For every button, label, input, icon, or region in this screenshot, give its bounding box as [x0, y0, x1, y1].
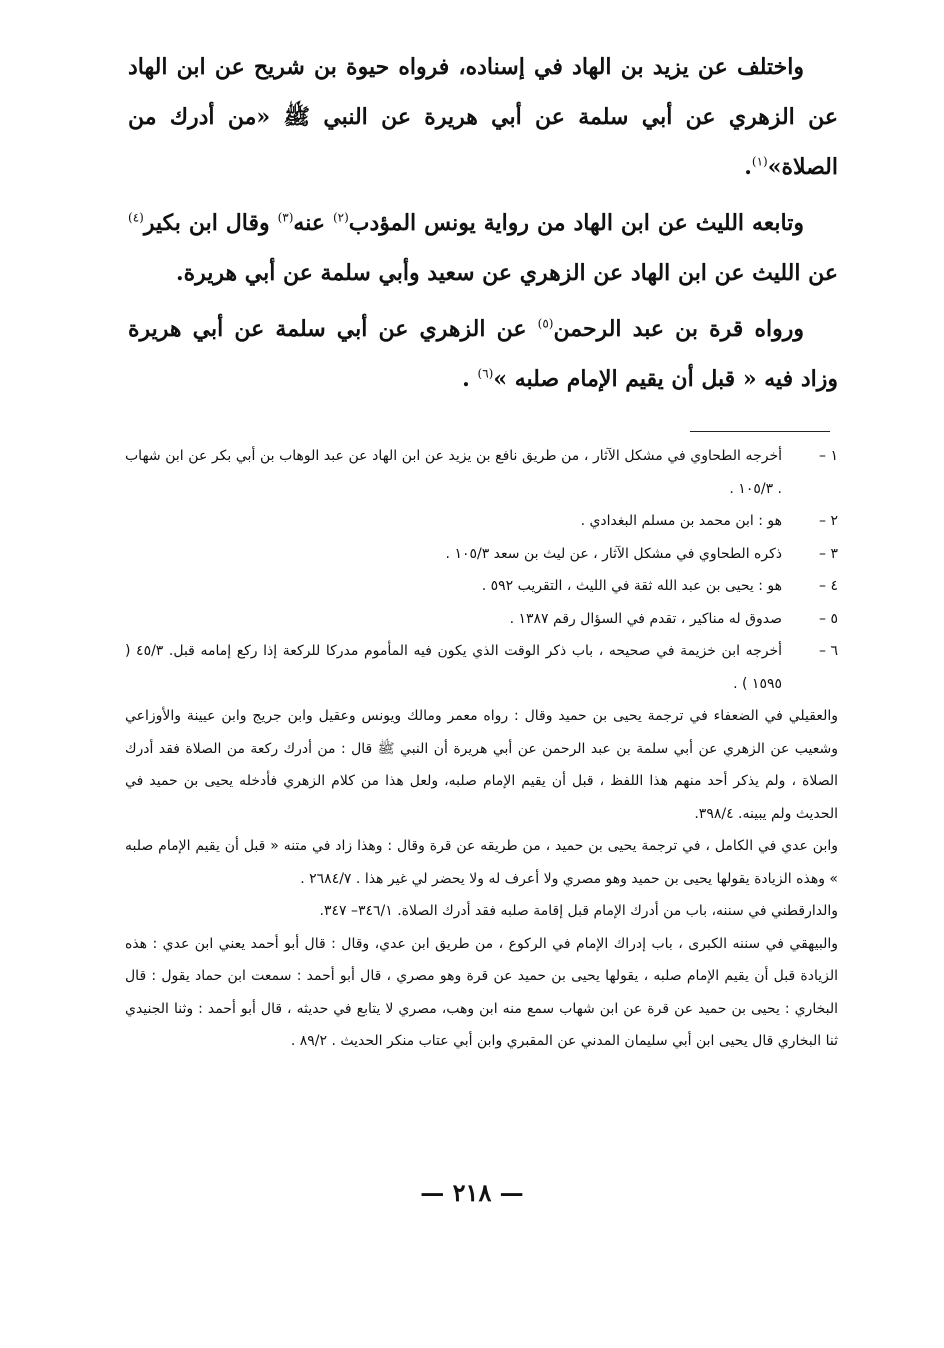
footnote-6-continuation-3: والدارقطني في سننه، باب من أدرك الإمام قبل إقامة صلبه فقد أدرك الصلاة. ٣٤٦/١– ٣٤٧. [319, 903, 838, 919]
paragraph-2-text-c: وقال ابن بكير [143, 210, 278, 236]
footnotes [125, 440, 838, 1058]
footnote-text: هو : يحيى بن عبد الله ثقة في الليث ، التقريب ٥٩٢ . [481, 578, 782, 594]
footnote-number: ٣ – [819, 545, 838, 562]
footnote-2 [125, 505, 838, 538]
footnote-separator [690, 431, 830, 432]
footnote-text: أخرجه الطحاوي في مشكل الآثار ، من طريق نافع بن يزيد عن ابن الهاد عن عبد الوهاب بن أبي بكر عن ابن شهاب . ١٠٥/٣ . [125, 448, 782, 497]
paragraph-1-text: واختلف عن يزيد بن الهاد في إسناده، فرواه حيوة بن شريح عن ابن الهاد عن الزهري عن أبي سلمة عن أبي هريرة عن النبي ﷺ «من أدرك من الصلاة» [128, 54, 838, 180]
page-number: — ٢١٨ — [420, 1178, 524, 1207]
paragraph-3-end: . [462, 366, 478, 392]
footnote-text: ذكره الطحاوي في مشكل الآثار ، عن ليث بن سعد ١٠٥/٣ . [445, 545, 782, 562]
footnote-4 [125, 570, 838, 603]
footnote-number: ٤ – [819, 578, 838, 594]
paragraph-3 [128, 304, 838, 404]
footnote-6 [125, 635, 838, 700]
footnote-text: هو : ابن محمد بن مسلم البغدادي . [580, 513, 782, 529]
footnote-text: صدوق له مناكير ، تقدم في السؤال رقم ١٣٨٧ . [509, 610, 782, 627]
main-text [128, 42, 838, 410]
footnote-5 [125, 603, 838, 636]
paragraph-2-text-a: وتابعه الليث عن ابن الهاد من رواية يونس المؤدب [348, 210, 804, 236]
footnote-ref-5[interactable]: (٥) [537, 316, 554, 331]
paragraph-3-text-a: ورواه قرة بن عبد الرحمن [553, 316, 804, 342]
footnote-3 [125, 538, 838, 571]
paragraph-2-text-d: عن الليث عن ابن الهاد عن الزهري عن سعيد وأبي سلمة عن أبي هريرة. [175, 260, 838, 286]
footnote-1 [125, 440, 838, 505]
footnote-text: أخرجه ابن خزيمة في صحيحه ، باب ذكر الوقت الذي يكون فيه المأموم مدركا للركعة إذا ركع إمامه قبل. ٤٥/٣ ( ١٥٩٥ ) . [125, 643, 782, 692]
footnote-6-continuation-4: والبيهقي في سننه الكبرى ، باب إدراك الإمام في الركوع ، من طريق ابن عدي، وقال : قال أبو أحمد يعني ابن عدي : هذه الزيادة قبل أن يقيم الإمام صلبه ، يقولها يحيى بن حميد عن قرة وهو مصري ، قال أبو أحمد : سمعت ابن حماد يقول : قال البخاري : يحيى بن حميد عن قرة عن ابن شهاب سمع منه ابن وهب، مصري لا يتابع في حديثه ، قال أبو أحمد : وثنا الجنيدي ثنا البخاري قال يحيى ابن أبي سليمان المدني عن المقبري وابن أبي عتاب منكر الحديث . ٨٩/٢ . [125, 935, 838, 1049]
footnote-6-continuation-2: وابن عدي في الكامل ، في ترجمة يحيى بن حميد ، من طريقه عن قرة وقال : وهذا زاد في متنه « قبل أن يقيم الإمام صلبه » وهذه الزيادة يقولها يحيى بن حميد وهو مصري ولا أعرف له ولا يحضر لي غير هذا . ٢٦٨٤/٧ . [125, 838, 838, 887]
footnote-ref-3[interactable]: (٣) [277, 210, 294, 225]
footnote-ref-6[interactable]: (٦) [477, 366, 494, 381]
paragraph-2 [128, 198, 838, 298]
footnote-number: ٢ – [819, 513, 838, 529]
footnote-ref-4[interactable]: (٤) [128, 210, 144, 225]
paragraph-1 [128, 42, 838, 192]
paragraph-3-text-b: عن الزهري عن أبي سلمة عن أبي هريرة وزاد فيه « قبل أن يقيم الإمام صلبه » [128, 316, 838, 392]
footnote-number: ٥ – [819, 610, 838, 627]
footnote-6-continuation-1: والعقيلي في الضعفاء في ترجمة يحيى بن حميد وقال : رواه معمر ومالك ويونس وعقيل وابن جريج وابن عيينة والأوزاعي وشعيب عن الزهري عن أبي سلمة بن عبد الرحمن عن أبي هريرة أن النبي ﷺ قال : من أدرك ركعة من الصلاة فقد أدرك الصلاة ، ولم يذكر أحد منهم هذا اللفظ ، قبل أن يقيم الإمام صلبه، ولعل هذا من كلام الزهري فأدخله يحيى بن حميد في الحديث ولم يبينه. ٣٩٨/٤. [125, 708, 838, 822]
footnote-number: ١ – [819, 448, 838, 464]
footnote-ref-2[interactable]: (٢) [332, 210, 349, 225]
footnote-number: ٦ – [819, 643, 838, 659]
footnote-ref-1[interactable]: (١) [751, 154, 768, 169]
paragraph-1-end: . [744, 154, 752, 180]
paragraph-2-text-b: عنه [293, 210, 333, 236]
